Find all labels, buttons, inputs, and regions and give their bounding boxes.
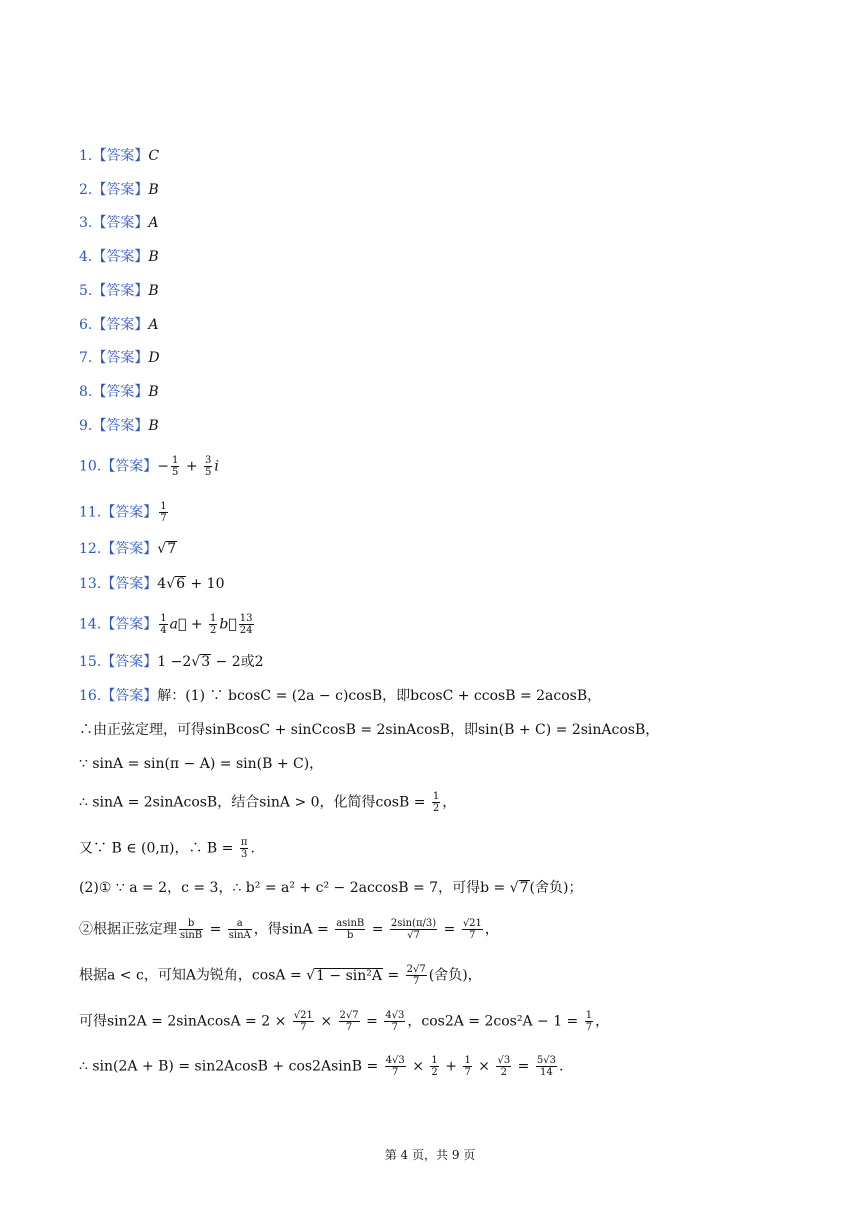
denominator: 5 — [205, 467, 212, 478]
fraction — [209, 613, 217, 636]
times-sign: × — [407, 1058, 429, 1075]
numerator: 4√3 — [385, 1055, 405, 1066]
answer-line-4 — [79, 247, 159, 267]
solution-text: ，得sinA = — [253, 921, 334, 938]
numerator: b — [179, 918, 203, 930]
fraction — [239, 613, 254, 636]
equals-sign: = — [205, 921, 226, 938]
fraction — [585, 1010, 593, 1033]
denominator: 2 — [432, 803, 440, 814]
question-number: 16. — [79, 688, 102, 704]
answer-line-5 — [79, 281, 159, 301]
equals-sign: = — [439, 921, 460, 938]
expression-tail: + 10 — [186, 576, 225, 592]
numerator: √3 — [497, 1055, 511, 1066]
radicand: 3 — [201, 654, 211, 670]
answer-value: C — [148, 148, 160, 164]
fraction — [159, 613, 167, 636]
answer-tag: 【答案】 — [101, 616, 158, 633]
times-sign: × — [473, 1058, 495, 1075]
solution-text: 解：(1) ∵ bcosC = (2a − c)cosB，即bcosC + ccosB = 2acosB， — [157, 688, 602, 704]
fraction — [240, 837, 249, 860]
solution-text: (舍负)； — [529, 880, 583, 896]
radicand: 6 — [176, 576, 186, 592]
question-number: 6. — [79, 317, 93, 333]
denominator: 7 — [585, 1022, 593, 1033]
question-number: 2. — [79, 182, 93, 198]
numerator: π — [240, 837, 248, 848]
answer-line-11 — [79, 501, 170, 524]
fraction — [293, 1010, 314, 1033]
punctuation: . — [250, 840, 255, 857]
equals-sign: = — [513, 1058, 534, 1075]
plus-sign: + — [186, 616, 208, 633]
answer-value: B — [148, 418, 159, 434]
denominator: sinB — [180, 930, 203, 941]
fraction — [204, 455, 212, 478]
expression-tail: − 2或2 — [211, 654, 264, 670]
denominator: 7 — [469, 930, 476, 941]
solution-text: (2)① ∵ a = 2，c = 3，∴ b² = a² + c² − 2accosB = 7，可得b = — [79, 880, 510, 896]
fraction — [385, 1055, 406, 1078]
denominator: b — [347, 930, 354, 941]
denominator: 7 — [464, 1067, 471, 1078]
answer-value: B — [148, 249, 159, 265]
denominator: 7 — [391, 1022, 398, 1033]
solution-line-7 — [79, 918, 499, 941]
solution-line-6 — [79, 878, 582, 898]
answer-tag: 【答案】 — [92, 317, 149, 333]
answer-value: B — [148, 182, 159, 198]
solution-line-4 — [79, 791, 456, 814]
numerator: 1 — [432, 791, 440, 802]
answer-value: A — [148, 317, 159, 333]
denominator: 14 — [540, 1067, 553, 1078]
numerator: 3 — [205, 455, 212, 466]
answer-line-6 — [79, 315, 158, 335]
solution-text: 根据a < c，可知A为锐角，cosA = — [79, 967, 307, 984]
equals-sign: = — [367, 921, 388, 938]
radical-sign: √ — [509, 880, 519, 896]
answer-line-3 — [79, 213, 158, 233]
answer-tag: 【答案】 — [92, 215, 149, 231]
radical-sign: √ — [306, 967, 316, 984]
answer-line-12 — [79, 539, 177, 559]
solution-text: 可得sin2A = 2sinAcosA = 2 × — [79, 1013, 291, 1030]
answer-line-2 — [79, 180, 159, 200]
question-number: 5. — [79, 283, 93, 299]
solution-text: ∴ sinA = 2sinAcosB，结合sinA > 0，化简得cosB = — [79, 794, 430, 811]
denominator: 2 — [500, 1067, 507, 1078]
solution-line-10 — [79, 1055, 563, 1078]
equals-sign: = — [383, 967, 404, 984]
answer-value: B — [148, 384, 159, 400]
numerator: 1 — [431, 1055, 438, 1066]
numerator: 1 — [585, 1010, 593, 1021]
numerator: 2√7 — [406, 964, 426, 975]
numerator: √21 — [293, 1010, 313, 1021]
solution-text: ，cos2A = 2cos²A − 1 = — [407, 1013, 583, 1030]
numerator: 2√7 — [339, 1010, 359, 1021]
fraction — [463, 1055, 471, 1078]
answer-line-8 — [79, 382, 159, 402]
punctuation: ， — [484, 921, 499, 938]
answer-tag: 【答案】 — [92, 182, 149, 198]
solution-text: ∵ sinA = sin(π − A) = sin(B + C)， — [79, 756, 324, 772]
numerator: 13 — [239, 613, 253, 624]
numerator: √21 — [462, 918, 482, 929]
denominator: 7 — [160, 513, 167, 524]
question-number: 4. — [79, 249, 93, 265]
solution-text: ∴ sin(2A + B) = sin2AcosB + cos2AsinB = — [79, 1058, 383, 1075]
answer-tag: 【答案】 — [101, 541, 158, 557]
answer-line-1 — [79, 146, 159, 166]
answer-tag: 【答案】 — [92, 384, 149, 400]
denominator: √7 — [407, 930, 420, 941]
answer-value: A — [148, 215, 159, 231]
question-number: 8. — [79, 384, 93, 400]
solution-line-8 — [79, 964, 482, 987]
denominator: 7 — [345, 1022, 353, 1033]
solution-line-3 — [79, 754, 323, 774]
numerator: 1 — [464, 1055, 471, 1066]
answer-tag: 【答案】 — [92, 283, 149, 299]
punctuation: . — [558, 1058, 564, 1075]
radicand: 1 − sin²A — [316, 967, 382, 984]
question-number: 13. — [79, 576, 102, 592]
vector-b: b⃗ — [219, 616, 237, 633]
numerator: asinB — [336, 918, 365, 929]
question-number: 12. — [79, 541, 102, 557]
answer-tag: 【答案】 — [101, 504, 158, 521]
answer-value: B — [148, 283, 159, 299]
question-number: 11. — [79, 504, 102, 521]
numerator: 1 — [160, 613, 167, 624]
numerator: a — [228, 918, 252, 930]
fraction — [390, 918, 437, 941]
solution-text: ∴由正弦定理，可得sinBcosC + sinCcosB = 2sinAcosB，即sin(B + C) = 2sinAcosB， — [79, 722, 660, 738]
fraction — [496, 1055, 511, 1078]
solution-line-1 — [79, 686, 601, 706]
question-number: 3. — [79, 215, 93, 231]
radical-sign: √ — [191, 654, 201, 670]
fraction — [339, 1010, 360, 1033]
answer-tag: 【答案】 — [92, 148, 149, 164]
answer-line-14 — [79, 613, 256, 636]
vector-a: a⃗ — [169, 616, 187, 633]
answer-tag: 【答案】 — [92, 350, 149, 366]
solution-text: 又∵ B ∈ (0,π)，∴ B = — [79, 840, 238, 857]
fraction — [159, 501, 167, 524]
minus-sign: − — [157, 458, 169, 475]
punctuation: ， — [595, 1013, 610, 1030]
answer-tag: 【答案】 — [101, 458, 158, 475]
numerator: 1 — [172, 455, 179, 466]
plus-sign: + — [440, 1058, 462, 1075]
numerator: 1 — [210, 613, 217, 624]
radical-sign: √ — [157, 541, 167, 557]
fraction — [228, 918, 252, 941]
radicand: 7 — [519, 880, 529, 896]
solution-line-2 — [79, 720, 659, 740]
radical-sign: √ — [166, 576, 176, 592]
denominator: 24 — [239, 625, 253, 636]
denominator: 4 — [160, 625, 167, 636]
denominator: 7 — [392, 1067, 399, 1078]
fraction — [432, 791, 440, 814]
answer-tag: 【答案】 — [101, 654, 158, 670]
answer-tag: 【答案】 — [92, 249, 149, 265]
fraction — [335, 918, 365, 941]
denominator: 2 — [210, 625, 217, 636]
equals-sign: = — [361, 1013, 383, 1030]
answer-line-9 — [79, 416, 159, 436]
fraction — [430, 1055, 438, 1078]
solution-text: (舍负)， — [428, 967, 482, 984]
fraction — [384, 1010, 405, 1033]
expression-head: 1 −2 — [157, 654, 192, 670]
fraction — [406, 964, 427, 987]
numerator: 1 — [160, 501, 167, 512]
times-sign: × — [315, 1013, 337, 1030]
denominator: sinA — [228, 930, 251, 941]
fraction — [179, 918, 203, 941]
answer-line-15 — [79, 652, 264, 672]
answer-line-7 — [79, 348, 160, 368]
answer-line-13 — [79, 574, 224, 594]
denominator: 7 — [413, 976, 420, 987]
denominator: 3 — [240, 849, 248, 860]
answer-value: D — [148, 350, 160, 366]
answer-tag: 【答案】 — [101, 576, 158, 592]
denominator: 7 — [300, 1022, 307, 1033]
numerator: 5√3 — [536, 1055, 556, 1066]
solution-line-5 — [79, 837, 255, 860]
solution-text: ②根据正弦定理 — [79, 921, 177, 938]
answer-line-10 — [79, 455, 219, 478]
fraction — [462, 918, 483, 941]
denominator: 5 — [172, 467, 179, 478]
question-number: 10. — [79, 458, 102, 475]
question-number: 14. — [79, 616, 102, 633]
radicand: 7 — [167, 541, 177, 557]
coefficient: 4 — [157, 576, 167, 592]
fraction — [171, 455, 179, 478]
plus-sign: + — [181, 458, 203, 475]
punctuation: ， — [442, 794, 457, 811]
solution-line-9 — [79, 1010, 609, 1033]
answer-tag: 【答案】 — [101, 688, 158, 704]
question-number: 1. — [79, 148, 93, 164]
question-number: 9. — [79, 418, 93, 434]
question-number: 7. — [79, 350, 93, 366]
numerator: 2sin(π/3) — [390, 918, 437, 929]
denominator: 2 — [431, 1067, 438, 1078]
numerator: 4√3 — [385, 1010, 405, 1021]
page-footer: 第 4 页，共 9 页 — [384, 1148, 476, 1162]
fraction — [536, 1055, 557, 1078]
answer-tag: 【答案】 — [92, 418, 149, 434]
question-number: 15. — [79, 654, 102, 670]
imaginary-unit: i — [214, 458, 219, 475]
